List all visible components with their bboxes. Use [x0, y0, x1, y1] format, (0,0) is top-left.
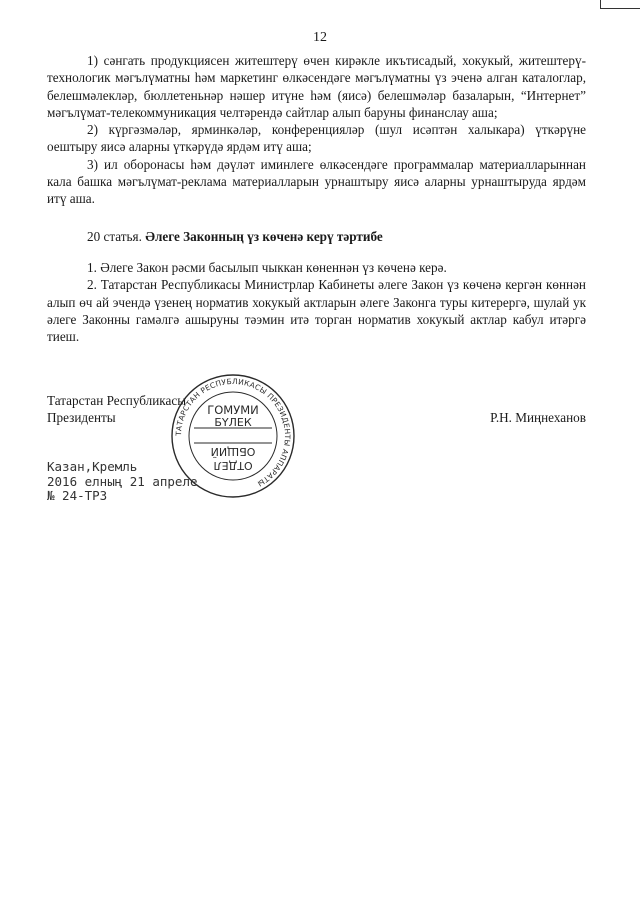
signatory-position-line: Татарстан Республикасы — [47, 393, 187, 408]
list-item: 3) ил оборонасы һәм дәүләт иминлеге өлкәсендәге программалар материалларыннан кала башка мәгълүмат-реклама материалларын урнаштыру яисә аларны урнаштыруда ярдәм итү аша. — [47, 156, 586, 207]
signatory-position-line: Президенты — [47, 410, 116, 426]
stamp-line: ОБЩИЙ — [210, 445, 256, 458]
article-title: Әлеге Законның үз көченә керү тәртибе — [145, 228, 383, 244]
article-number: 20 статья. — [87, 228, 142, 244]
signatory-position — [47, 392, 186, 427]
document-body — [47, 52, 586, 345]
scan-corner-mark — [600, 0, 640, 9]
law-number: № 24-ТРЗ — [47, 488, 108, 503]
article-paragraph: 2. Татарстан Республикасы Министрлар Кабинеты әлеге Закон үз көченә кергән көннән алып өч ай эчендә үзенең норматив хокукый актларын әлеге Законга туры китерергә, шулай ук әлеге Законны гамәлгә ашыруны тәэмин итә торган норматив хокукый актлар кабул итәргә тиеш. — [47, 277, 586, 345]
stamp-ring-text: ТАТАРСТАН РЕСПУБЛИКАСЫ ПРЕЗИДЕНТЫ АППАРАТЫ — [173, 376, 293, 489]
signing-date: 2016 елның 21 апреле — [47, 473, 198, 489]
article-paragraph: 1. Әлеге Закон рәсми басылып чыккан көненнән үз көченә керә. — [87, 259, 447, 275]
list-item: 1) сәнгать продукциясен житештерү өчен кирәкле икътисадый, хокукый, житештерү-технологик мәгълүматны һәм маркетинг өлкәсендәге мәгълүматны үз эченә алган каталоглар, белешмәлекләр, бюллетеньнәр нәшер итүне һәм (яисә) белешмәләр базаларын, “Интернет” мәгълүмат-телекоммуникация челтәрендә сайтлар алып баруны финанслау аша; — [47, 53, 586, 120]
signatory-name: Р.Н. Миңнеханов — [490, 410, 586, 425]
page-number: 12 — [313, 30, 327, 45]
stamp-line: БҮЛЕК — [214, 416, 252, 429]
stamp-line: ГОМУМИ — [207, 403, 259, 417]
signing-place: Казан,Кремль — [47, 459, 138, 474]
document-registration — [47, 460, 198, 504]
stamp-line: ОТДЕЛ — [213, 459, 253, 472]
article-heading — [47, 228, 586, 245]
list-item: 2) күргәзмәләр, ярминкәләр, конференцияләр (шул исәптән халыкара) үткәрүне оештыру яисә аларны үткәрүдә ярдәм итү аша; — [47, 122, 586, 155]
